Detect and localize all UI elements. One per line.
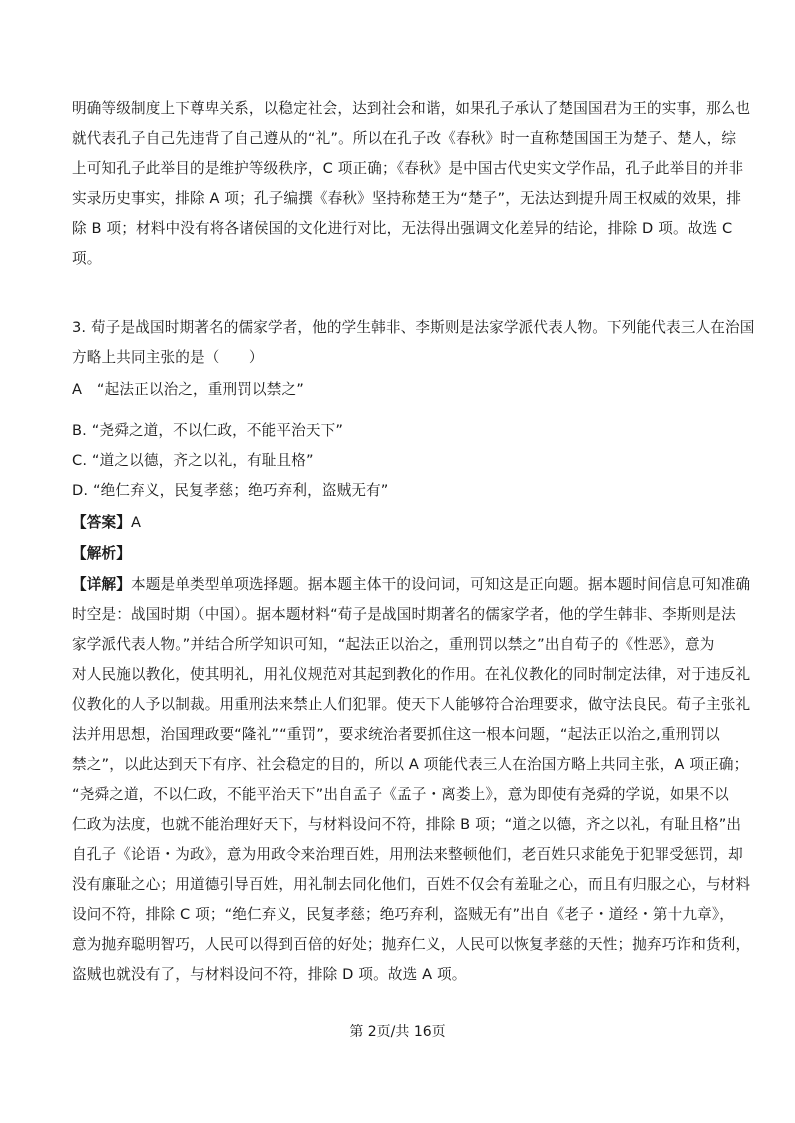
detail-line: 盗贼也就没有了，与材料设问不符，排除 D 项。故选 A 项。: [72, 966, 467, 983]
detail-line: 仁政为法度，也就不能治理好天下，与材料设问不符，排除 B 项；“道之以德，齐之以礼，有耻且格”出: [72, 816, 742, 833]
paragraph-line: 项。: [72, 250, 102, 267]
detail-line: 对人民施以教化，使其明礼，用礼仪规范对其起到教化的作用。在礼仪教化的同时制定法律，对于违反礼: [72, 666, 751, 683]
page-footer: [0, 1021, 795, 1043]
question-line: 方略上共同主张的是（ ）: [72, 349, 264, 366]
paragraph-line: 实录历史事实，排除 A 项；孔子编撰《春秋》坚持称楚王为“楚子”，无法达到提升周王权威的效果，排: [72, 190, 742, 207]
paragraph-line: 明确等级制度上下尊卑关系，以稳定社会，达到社会和谐，如果孔子承认了楚国国君为王的实事，那么也: [72, 100, 751, 117]
option-a-text: A “起法正以治之，重刑罚以禁之”: [72, 381, 304, 398]
analysis-label: 【解析】: [72, 545, 131, 562]
detail-line: 自孔子《论语・为政》，意为用政令来治理百姓，用刑法来整顿他们，老百姓只求能免于犯罪受惩罚，却: [72, 846, 743, 863]
detail-line: 法并用思想，治国理政要“隆礼”“重罚”，要求统治者要抓住这一根本问题，“起法正以治之,重刑罚以: [72, 726, 720, 743]
detail-line: 禁之”，以此达到天下有序、社会稳定的目的，所以 A 项能代表三人在治国方略上共同主张，A 项正确；: [72, 756, 749, 773]
detail-line: 设问不符，排除 C 项；“绝仁弃义，民复孝慈；绝巧弃利，盗贼无有”出自《老子・道经・第十九章》，: [72, 906, 735, 923]
option-c-text: C. “道之以德，齐之以礼，有耻且格”: [72, 452, 314, 469]
continuation-paragraph: [72, 94, 751, 274]
paragraph-line: 除 B 项；材料中没有将各诸侯国的文化进行对比，无法得出强调文化差异的结论，排除 D 项。故选 C: [72, 220, 733, 237]
option-b-text: B. “尧舜之道，不以仁政，不能平治天下”: [72, 422, 344, 439]
detail-line: 意为抛弃聪明智巧，人民可以得到百倍的好处；抛弃仁义，人民可以恢复孝慈的天性；抛弃巧诈和货利，: [72, 936, 751, 953]
question-line: 3. 荀子是战国时期著名的儒家学者，他的学生韩非、李斯则是法家学派代表人物。下列能代表三人在治国: [72, 319, 755, 336]
detail-line: [72, 570, 751, 600]
detail-line: 没有廉耻之心；用道德引导百姓，用礼制去同化他们，百姓不仅会有羞耻之心，而且有归服之心，与材料: [72, 876, 751, 893]
detail-text: 本题是单类型单项选择题。据本题主体干的设问词，可知这是正向题。据本题时间信息可知准确: [130, 576, 751, 593]
answer-label: 【答案】: [72, 514, 131, 531]
answer-value: A: [130, 514, 142, 531]
paragraph-line: 就代表孔子自己先违背了自己遵从的“礼”。所以在孔子改《春秋》时一直称楚国国王为楚子、楚人，综: [72, 130, 737, 147]
detail-line: 家学派代表人物。”并结合所学知识可知，“起法正以治之，重刑罚以禁之”出自荀子的《性恶》，意为: [72, 636, 715, 653]
question-stem: [72, 313, 755, 373]
option-d-text: D. “绝仁弃义，民复孝慈；绝巧弃利，盗贼无有”: [72, 482, 389, 499]
answer-line: [72, 508, 722, 538]
detail-line: “尧舜之道，不以仁政，不能平治天下”出自孟子《孟子・离娄上》，意为即使有尧舜的学说，如果不以: [72, 786, 729, 803]
analysis-section: [72, 539, 722, 569]
option-a: [72, 375, 722, 405]
paragraph-line: 上可知孔子此举目的是维护等级秩序，C 项正确；《春秋》是中国古代史实文学作品，孔子此举目的并非: [72, 160, 744, 177]
detail-line: 时空是：战国时期（中国）。据本题材料“荀子是战国时期著名的儒家学者，他的学生韩非、李斯则是法: [72, 606, 736, 623]
detail-label: 【详解】: [72, 576, 131, 593]
detail-line: 仪教化的人予以制裁。用重刑法来禁止人们犯罪。使天下人能够符合治理要求，做守法良民。荀子主张礼: [72, 696, 751, 713]
options-list: [72, 416, 722, 506]
detail-section: [72, 570, 751, 990]
answer-section: [72, 508, 722, 538]
page-number: 第 2页/共 16页: [349, 1024, 446, 1040]
